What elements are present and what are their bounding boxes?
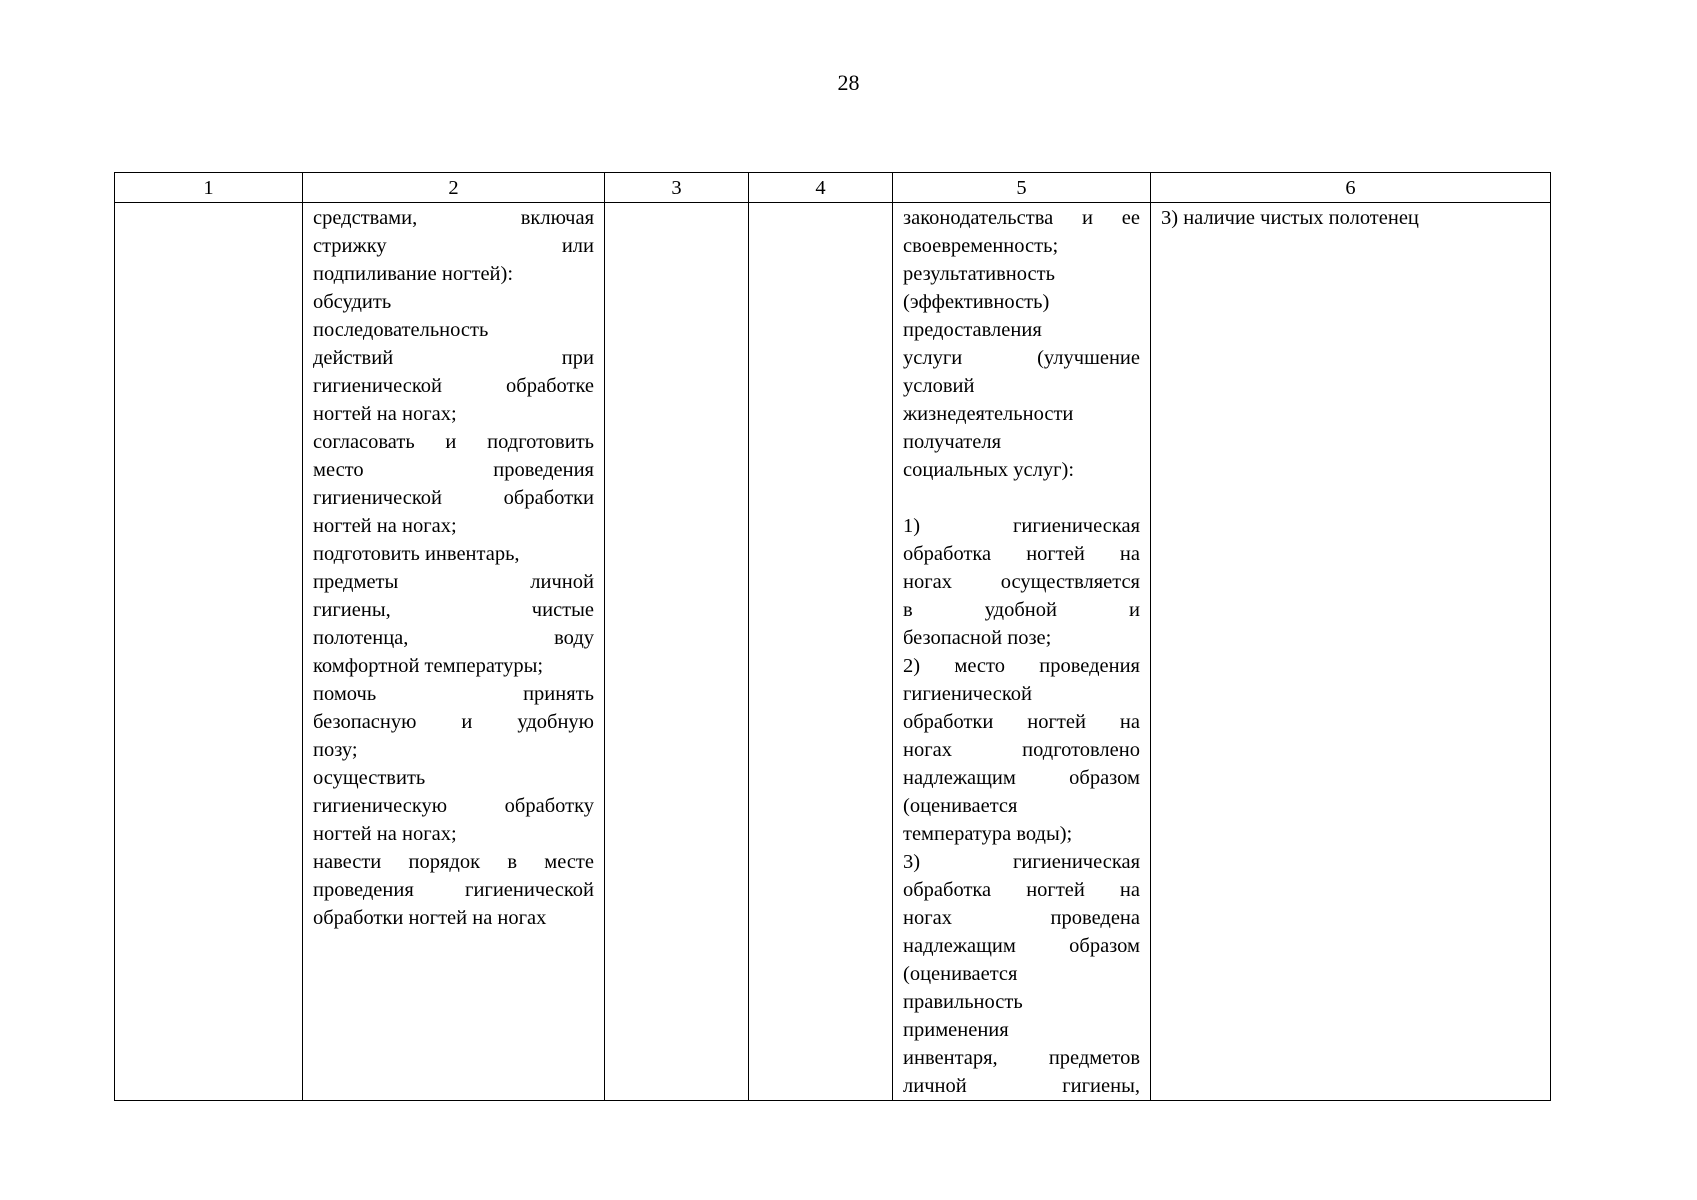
text-line: результативность: [903, 263, 1055, 285]
page-number: 28: [837, 70, 860, 95]
text-line: (оценивается: [903, 963, 1018, 985]
text-line: ногах подготовлено: [903, 739, 1140, 761]
text-line: осуществить: [313, 767, 426, 789]
text-line: получателя: [903, 431, 1002, 453]
text-line: гигиены, чистые: [313, 599, 594, 621]
services-table: [114, 172, 1551, 1101]
text-line: проведения гигиенической: [313, 879, 594, 901]
text-line: обсудить: [313, 291, 392, 313]
column-header-2: 2: [303, 173, 605, 203]
text-line: температура воды);: [903, 823, 1073, 845]
table-header-row: [115, 173, 1551, 203]
text-line: гигиенической: [903, 683, 1032, 705]
text-line: 1) гигиеническая: [903, 515, 1140, 537]
text-line: обработки ногтей на: [903, 711, 1140, 733]
column-header-4: 4: [749, 173, 893, 203]
text-line: гигиеническую обработку: [313, 795, 594, 817]
column-header-6: 6: [1151, 173, 1551, 203]
text-line: безопасную и удобную: [313, 711, 594, 733]
column-header-1: 1: [115, 173, 303, 203]
text-line: личной гигиены,: [903, 1075, 1140, 1097]
text-line: ногтей на ногах;: [313, 403, 457, 425]
text-line: 3) гигиеническая: [903, 851, 1140, 873]
column-header-5: 5: [893, 173, 1151, 203]
text-line: своевременность;: [903, 235, 1059, 257]
text-line: комфортной температуры;: [313, 655, 544, 677]
text-line: надлежащим образом: [903, 767, 1140, 789]
text-line: средствами, включая: [313, 207, 594, 229]
text-line: (оценивается: [903, 795, 1018, 817]
text-line: гигиенической обработке: [313, 375, 594, 397]
text-line: стрижку или: [313, 235, 594, 257]
text-line: обработка ногтей на: [903, 879, 1140, 901]
text-line: предоставления: [903, 319, 1042, 341]
text-line: навести порядок в месте: [313, 851, 594, 873]
text-line: помочь принять: [313, 683, 594, 705]
text-line: ногах проведена: [903, 907, 1140, 929]
text-line: подпиливание ногтей):: [313, 263, 514, 285]
cell-col-5: [893, 203, 1151, 1101]
cell-col-4: [749, 203, 893, 1101]
text-line: социальных услуг):: [903, 459, 1075, 481]
text-line: в удобной и: [903, 599, 1140, 621]
text-line: инвентаря, предметов: [903, 1047, 1140, 1069]
text-line: условий: [903, 375, 975, 397]
text-line: применения: [903, 1019, 1009, 1041]
text-line: услуги (улучшение: [903, 347, 1140, 369]
text-line: действий при: [313, 347, 594, 369]
text-line: полотенца, воду: [313, 627, 594, 649]
text-line: согласовать и подготовить: [313, 431, 594, 453]
text-line: правильность: [903, 991, 1023, 1013]
cell-col-1: [115, 203, 303, 1101]
text-line: надлежащим образом: [903, 935, 1140, 957]
text-line: ногах осуществляется: [903, 571, 1140, 593]
text-line: ногтей на ногах;: [313, 823, 457, 845]
text-line: предметы личной: [313, 571, 594, 593]
cell-col-3: [605, 203, 749, 1101]
text-line: подготовить инвентарь,: [313, 543, 520, 565]
cell-col-6: [1151, 203, 1551, 1101]
text-line: законодательства и ее: [903, 207, 1140, 229]
text-line: позу;: [313, 739, 358, 761]
column-header-3: 3: [605, 173, 749, 203]
table-row: [115, 203, 1551, 1101]
text-line: (эффективность): [903, 291, 1050, 313]
cell-col-2: [303, 203, 605, 1101]
text-line: 2) место проведения: [903, 655, 1140, 677]
text-line: гигиенической обработки: [313, 487, 594, 509]
text-line: обработка ногтей на: [903, 543, 1140, 565]
text-line: ногтей на ногах;: [313, 515, 457, 537]
text-line: [903, 484, 1140, 512]
text-line: безопасной позе;: [903, 627, 1052, 649]
text-line: обработки ногтей на ногах: [313, 907, 547, 929]
text-line: место проведения: [313, 459, 594, 481]
text-line: последовательность: [313, 319, 489, 341]
text-line: жизнедеятельности: [903, 403, 1074, 425]
text-line: 3) наличие чистых полотенец: [1161, 207, 1419, 229]
